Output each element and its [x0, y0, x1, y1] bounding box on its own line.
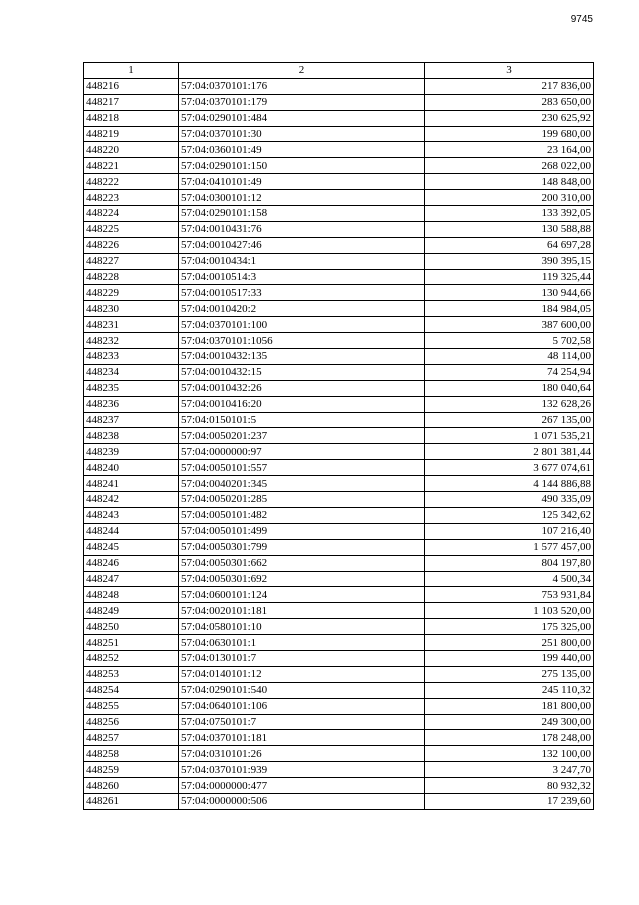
row-number-cell: 448229 [84, 285, 179, 301]
table-row [84, 78, 594, 94]
value-cell: 387 600,00 [425, 317, 594, 333]
row-number-cell: 448218 [84, 110, 179, 126]
cadastral-number-cell: 57:04:0630101:1 [179, 635, 425, 651]
cadastral-number-cell: 57:04:0050301:692 [179, 571, 425, 587]
cadastral-number-cell: 57:04:0290101:158 [179, 206, 425, 222]
cadastral-number-cell: 57:04:0010431:76 [179, 221, 425, 237]
value-cell: 1 577 457,00 [425, 539, 594, 555]
table-row [84, 237, 594, 253]
table-row [84, 253, 594, 269]
table-body [84, 78, 594, 809]
value-cell: 148 848,00 [425, 174, 594, 190]
table-row [84, 206, 594, 222]
cadastral-number-cell: 57:04:0000000:97 [179, 444, 425, 460]
cadastral-number-cell: 57:04:0290101:540 [179, 682, 425, 698]
cadastral-number-cell: 57:04:0000000:477 [179, 778, 425, 794]
cadastral-number-cell: 57:04:0020101:181 [179, 603, 425, 619]
value-cell: 178 248,00 [425, 730, 594, 746]
cadastral-number-cell: 57:04:0050301:662 [179, 555, 425, 571]
value-cell: 180 040,64 [425, 380, 594, 396]
row-number-cell: 448230 [84, 301, 179, 317]
value-cell: 753 931,84 [425, 587, 594, 603]
cadastral-number-cell: 57:04:0370101:1056 [179, 333, 425, 349]
row-number-cell: 448246 [84, 555, 179, 571]
row-number-cell: 448254 [84, 682, 179, 698]
cadastral-number-cell: 57:04:0050301:799 [179, 539, 425, 555]
table-row [84, 650, 594, 666]
value-cell: 48 114,00 [425, 349, 594, 365]
table-row [84, 396, 594, 412]
cadastral-number-cell: 57:04:0000000:506 [179, 793, 425, 809]
cadastral-number-cell: 57:04:0050101:557 [179, 460, 425, 476]
value-cell: 74 254,94 [425, 364, 594, 380]
table-row [84, 476, 594, 492]
row-number-cell: 448244 [84, 523, 179, 539]
row-number-cell: 448217 [84, 94, 179, 110]
table-row [84, 412, 594, 428]
table-row [84, 94, 594, 110]
row-number-cell: 448258 [84, 746, 179, 762]
value-cell: 132 628,26 [425, 396, 594, 412]
table-row [84, 778, 594, 794]
column-header-2: 2 [179, 63, 425, 79]
value-cell: 217 836,00 [425, 78, 594, 94]
value-cell: 230 625,92 [425, 110, 594, 126]
value-cell: 390 395,15 [425, 253, 594, 269]
value-cell: 175 325,00 [425, 619, 594, 635]
row-number-cell: 448247 [84, 571, 179, 587]
table-header [84, 63, 594, 79]
cadastral-number-cell: 57:04:0010432:135 [179, 349, 425, 365]
cadastral-number-cell: 57:04:0050101:482 [179, 507, 425, 523]
row-number-cell: 448227 [84, 253, 179, 269]
row-number-cell: 448256 [84, 714, 179, 730]
table-row [84, 317, 594, 333]
table-row [84, 333, 594, 349]
cadastral-number-cell: 57:04:0010420:2 [179, 301, 425, 317]
value-cell: 490 335,09 [425, 492, 594, 508]
value-cell: 130 944,66 [425, 285, 594, 301]
value-cell: 125 342,62 [425, 507, 594, 523]
table-row [84, 762, 594, 778]
table-row [84, 571, 594, 587]
value-cell: 64 697,28 [425, 237, 594, 253]
row-number-cell: 448237 [84, 412, 179, 428]
cadastral-number-cell: 57:04:0150101:5 [179, 412, 425, 428]
data-table [83, 62, 594, 810]
row-number-cell: 448223 [84, 190, 179, 206]
row-number-cell: 448249 [84, 603, 179, 619]
value-cell: 283 650,00 [425, 94, 594, 110]
row-number-cell: 448253 [84, 666, 179, 682]
row-number-cell: 448255 [84, 698, 179, 714]
value-cell: 1 103 520,00 [425, 603, 594, 619]
row-number-cell: 448236 [84, 396, 179, 412]
cadastral-number-cell: 57:04:0370101:939 [179, 762, 425, 778]
table-row [84, 174, 594, 190]
table-row [84, 301, 594, 317]
cadastral-number-cell: 57:04:0010416:20 [179, 396, 425, 412]
value-cell: 249 300,00 [425, 714, 594, 730]
row-number-cell: 448232 [84, 333, 179, 349]
value-cell: 132 100,00 [425, 746, 594, 762]
cadastral-number-cell: 57:04:0370101:100 [179, 317, 425, 333]
row-number-cell: 448216 [84, 78, 179, 94]
row-number-cell: 448243 [84, 507, 179, 523]
value-cell: 181 800,00 [425, 698, 594, 714]
row-number-cell: 448242 [84, 492, 179, 508]
table-row [84, 555, 594, 571]
value-cell: 107 216,40 [425, 523, 594, 539]
table-row [84, 714, 594, 730]
cadastral-number-cell: 57:04:0360101:49 [179, 142, 425, 158]
value-cell: 4 500,34 [425, 571, 594, 587]
table-row [84, 380, 594, 396]
cadastral-number-cell: 57:04:0010434:1 [179, 253, 425, 269]
row-number-cell: 448233 [84, 349, 179, 365]
table-row [84, 682, 594, 698]
row-number-cell: 448231 [84, 317, 179, 333]
row-number-cell: 448240 [84, 460, 179, 476]
table-row [84, 587, 594, 603]
cadastral-number-cell: 57:04:0310101:26 [179, 746, 425, 762]
cadastral-number-cell: 57:04:0010514:3 [179, 269, 425, 285]
table-row [84, 666, 594, 682]
value-cell: 17 239,60 [425, 793, 594, 809]
cadastral-number-cell: 57:04:0050201:285 [179, 492, 425, 508]
row-number-cell: 448235 [84, 380, 179, 396]
column-header-3: 3 [425, 63, 594, 79]
row-number-cell: 448245 [84, 539, 179, 555]
table-row [84, 698, 594, 714]
cadastral-number-cell: 57:04:0370101:181 [179, 730, 425, 746]
row-number-cell: 448221 [84, 158, 179, 174]
value-cell: 130 588,88 [425, 221, 594, 237]
value-cell: 804 197,80 [425, 555, 594, 571]
cadastral-number-cell: 57:04:0410101:49 [179, 174, 425, 190]
table-row [84, 492, 594, 508]
cadastral-number-cell: 57:04:0290101:484 [179, 110, 425, 126]
row-number-cell: 448238 [84, 428, 179, 444]
table-row [84, 364, 594, 380]
value-cell: 119 325,44 [425, 269, 594, 285]
row-number-cell: 448251 [84, 635, 179, 651]
cadastral-number-cell: 57:04:0010432:15 [179, 364, 425, 380]
table-row [84, 460, 594, 476]
table-row [84, 349, 594, 365]
table-row [84, 221, 594, 237]
row-number-cell: 448250 [84, 619, 179, 635]
table-row [84, 619, 594, 635]
value-cell: 2 801 381,44 [425, 444, 594, 460]
cadastral-number-cell: 57:04:0050201:237 [179, 428, 425, 444]
cadastral-number-cell: 57:04:0640101:106 [179, 698, 425, 714]
table-row [84, 190, 594, 206]
table-row [84, 635, 594, 651]
value-cell: 268 022,00 [425, 158, 594, 174]
row-number-cell: 448222 [84, 174, 179, 190]
table-row [84, 444, 594, 460]
value-cell: 4 144 886,88 [425, 476, 594, 492]
value-cell: 5 702,58 [425, 333, 594, 349]
cadastral-number-cell: 57:04:0010427:46 [179, 237, 425, 253]
row-number-cell: 448257 [84, 730, 179, 746]
value-cell: 133 392,05 [425, 206, 594, 222]
table-row [84, 507, 594, 523]
row-number-cell: 448241 [84, 476, 179, 492]
table-row [84, 793, 594, 809]
row-number-cell: 448252 [84, 650, 179, 666]
row-number-cell: 448228 [84, 269, 179, 285]
cadastral-number-cell: 57:04:0300101:12 [179, 190, 425, 206]
value-cell: 199 680,00 [425, 126, 594, 142]
row-number-cell: 448220 [84, 142, 179, 158]
cadastral-number-cell: 57:04:0290101:150 [179, 158, 425, 174]
value-cell: 267 135,00 [425, 412, 594, 428]
value-cell: 245 110,32 [425, 682, 594, 698]
value-cell: 23 164,00 [425, 142, 594, 158]
value-cell: 199 440,00 [425, 650, 594, 666]
table-row [84, 126, 594, 142]
row-number-cell: 448226 [84, 237, 179, 253]
cadastral-number-cell: 57:04:0140101:12 [179, 666, 425, 682]
table-row [84, 539, 594, 555]
value-cell: 1 071 535,21 [425, 428, 594, 444]
table-row [84, 158, 594, 174]
row-number-cell: 448225 [84, 221, 179, 237]
row-number-cell: 448224 [84, 206, 179, 222]
cadastral-number-cell: 57:04:0370101:30 [179, 126, 425, 142]
cadastral-number-cell: 57:04:0370101:176 [179, 78, 425, 94]
value-cell: 3 247,70 [425, 762, 594, 778]
cadastral-number-cell: 57:04:0050101:499 [179, 523, 425, 539]
row-number-cell: 448261 [84, 793, 179, 809]
table-row [84, 269, 594, 285]
table-row [84, 142, 594, 158]
value-cell: 275 135,00 [425, 666, 594, 682]
row-number-cell: 448239 [84, 444, 179, 460]
cadastral-number-cell: 57:04:0600101:124 [179, 587, 425, 603]
value-cell: 80 932,32 [425, 778, 594, 794]
row-number-cell: 448234 [84, 364, 179, 380]
value-cell: 200 310,00 [425, 190, 594, 206]
row-number-cell: 448259 [84, 762, 179, 778]
page-number: 9745 [570, 14, 593, 25]
cadastral-number-cell: 57:04:0010517:33 [179, 285, 425, 301]
value-cell: 184 984,05 [425, 301, 594, 317]
cadastral-number-cell: 57:04:0580101:10 [179, 619, 425, 635]
cadastral-number-cell: 57:04:0130101:7 [179, 650, 425, 666]
column-header-1: 1 [84, 63, 179, 79]
value-cell: 251 800,00 [425, 635, 594, 651]
row-number-cell: 448219 [84, 126, 179, 142]
table-row [84, 110, 594, 126]
cadastral-number-cell: 57:04:0750101:7 [179, 714, 425, 730]
row-number-cell: 448248 [84, 587, 179, 603]
table-row [84, 428, 594, 444]
table-row [84, 285, 594, 301]
table-row [84, 523, 594, 539]
value-cell: 3 677 074,61 [425, 460, 594, 476]
table-row [84, 603, 594, 619]
table-row [84, 730, 594, 746]
row-number-cell: 448260 [84, 778, 179, 794]
cadastral-number-cell: 57:04:0040201:345 [179, 476, 425, 492]
table-row [84, 746, 594, 762]
cadastral-number-cell: 57:04:0370101:179 [179, 94, 425, 110]
cadastral-number-cell: 57:04:0010432:26 [179, 380, 425, 396]
header-row [84, 63, 594, 79]
